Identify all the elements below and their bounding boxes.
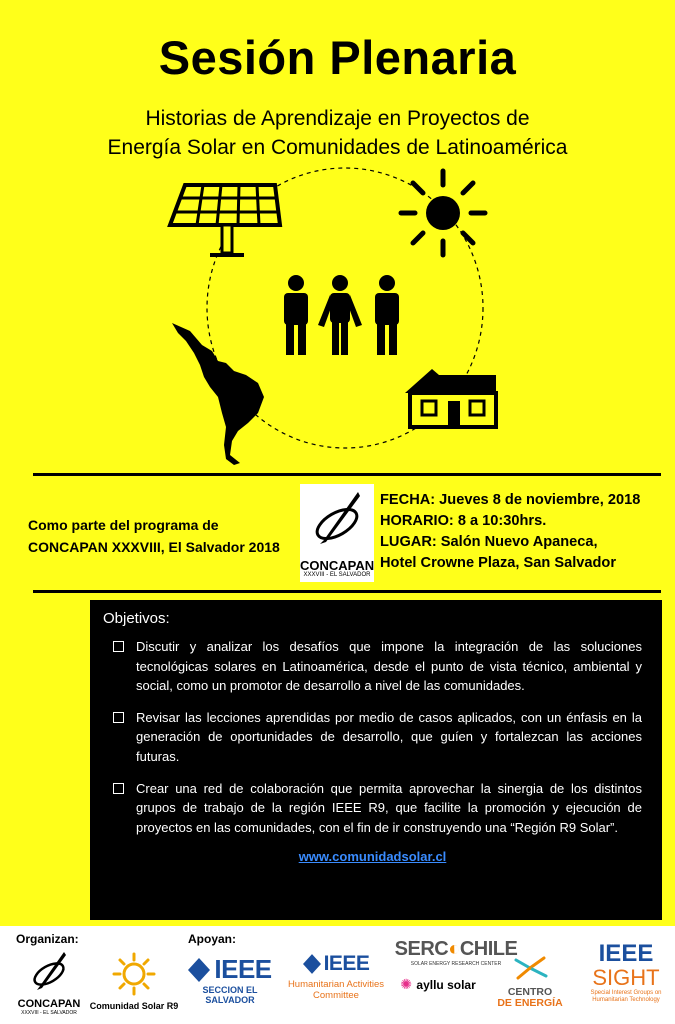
fecha-text: FECHA: Jueves 8 de noviembre, 2018 (380, 492, 641, 508)
latin-america-map-icon (172, 323, 264, 465)
energy-network-icon (510, 954, 550, 982)
house-icon (405, 369, 496, 427)
footer-logos (0, 926, 675, 1024)
ayllu-name: ayllu solar (416, 978, 476, 992)
ieee-el-salvador-logo (178, 954, 282, 1005)
comunidad-solar-logo (88, 952, 180, 1011)
subtitle-line-2: Energía Solar en Comunidades de Latinoamérica (107, 136, 568, 159)
subtitle-line-1: Historias de Aprendizaje en Proyectos de (145, 107, 530, 130)
ieee-sight-logo (584, 942, 668, 1004)
objectives-list (103, 637, 642, 837)
concapan-footer-name: CONCAPAN (17, 998, 81, 1010)
people-icon (284, 275, 399, 355)
objective-item (103, 779, 642, 838)
sun-icon (401, 171, 485, 255)
ayllu-star-icon: ✺ (400, 976, 412, 992)
organizan-label: Organizan: (16, 932, 79, 946)
ieee-hac-sub-2: Committee (313, 990, 359, 1001)
website-link[interactable]: www.comunidadsolar.cl (298, 849, 447, 865)
centro-text-2: DE ENERGÍA (497, 997, 563, 1009)
apoyan-label: Apoyan: (188, 932, 236, 946)
serc-text: SERC (394, 938, 449, 960)
lugar-text-1: LUGAR: Salón Nuevo Apaneca, (380, 534, 598, 550)
checkbox-icon (113, 641, 124, 652)
objective-text: Discutir y analizar los desafíos que impone la integración de las soluciones tecnológicas solares en Latinoamérica, desde el punto de vista técnico, ambiental y social, como un promotor de desarrollo a nivel de las comunidades. (136, 639, 642, 694)
centro-text-1: CENTRO (507, 986, 553, 998)
concapan-logo (300, 484, 374, 582)
ieee-diamond-icon (188, 958, 210, 982)
program-line-2: CONCAPAN XXXVIII, El Salvador 2018 (28, 539, 280, 555)
ieee-hac-logo (284, 952, 388, 1001)
concapan-emblem-icon (24, 948, 74, 994)
objectives-title: Objetivos: (103, 610, 170, 627)
comunidad-solar-name: Comunidad Solar R9 (89, 1001, 179, 1011)
checkbox-icon (113, 712, 124, 723)
sun-logo-icon (112, 952, 156, 996)
divider-top (33, 473, 661, 476)
objective-text: Revisar las lecciones aprendidas por medio de casos aplicados, con un énfasis en la generación de oportunidades de desarrollo, que guíen y fortalezcan las acciones futuras. (136, 709, 642, 764)
ayllu-solar-logo (396, 976, 480, 994)
concapan-logo-sub: XXXVIII - EL SALVADOR (303, 572, 371, 578)
concapan-footer-logo (14, 948, 84, 1016)
sight-ieee-text: IEEE (598, 940, 654, 967)
hero-illustration (160, 165, 520, 465)
sight-sub: Special Interest Groups on Humanitarian Technology (590, 990, 662, 1003)
page-title: Sesión Plenaria (158, 31, 517, 84)
centro-energia-logo (484, 954, 576, 1009)
checkbox-icon (113, 783, 124, 794)
sight-text: SIGHT (592, 965, 660, 990)
objectives-panel (90, 600, 662, 920)
chile-text: CHILE (459, 938, 518, 960)
page-subtitle (0, 104, 675, 162)
ieee-hac-sub-1: Humanitarian Activities (287, 979, 385, 990)
concapan-logo-name: CONCAPAN (300, 558, 375, 573)
objective-text: Crear una red de colaboración que permita aprovechar la sinergia de los distintos grupos de trabajo de la región IEEE R9, que facilite la promoción y ejecución de proyectos en las comunidades, con el fin de ir construyendo una “Región R9 Solar”. (136, 780, 642, 835)
horario-text: HORARIO: 8 a 10:30hrs. (380, 513, 547, 529)
objective-item (103, 708, 642, 767)
divider-bottom (33, 590, 661, 593)
program-line-1: Como parte del programa de (28, 517, 219, 533)
concapan-emblem-icon (300, 484, 374, 554)
solar-panel-icon (170, 185, 280, 255)
concapan-footer-sub: XXXVIII - EL SALVADOR (21, 1010, 77, 1016)
serc-sub: SOLAR ENERGY RESEARCH CENTER (410, 961, 502, 967)
ieee-wordmark: IEEE (214, 954, 272, 984)
ieee-hac-wordmark: IEEE (323, 952, 370, 975)
ieee-diamond-icon (303, 954, 321, 974)
objective-item (103, 637, 642, 696)
lugar-text-2: Hotel Crowne Plaza, San Salvador (380, 555, 617, 571)
program-info (28, 514, 298, 558)
event-details (380, 490, 640, 574)
ieee-el-salvador-sub: SECCION EL SALVADOR (202, 985, 258, 1005)
serc-sun-icon: ◐ (448, 938, 460, 960)
